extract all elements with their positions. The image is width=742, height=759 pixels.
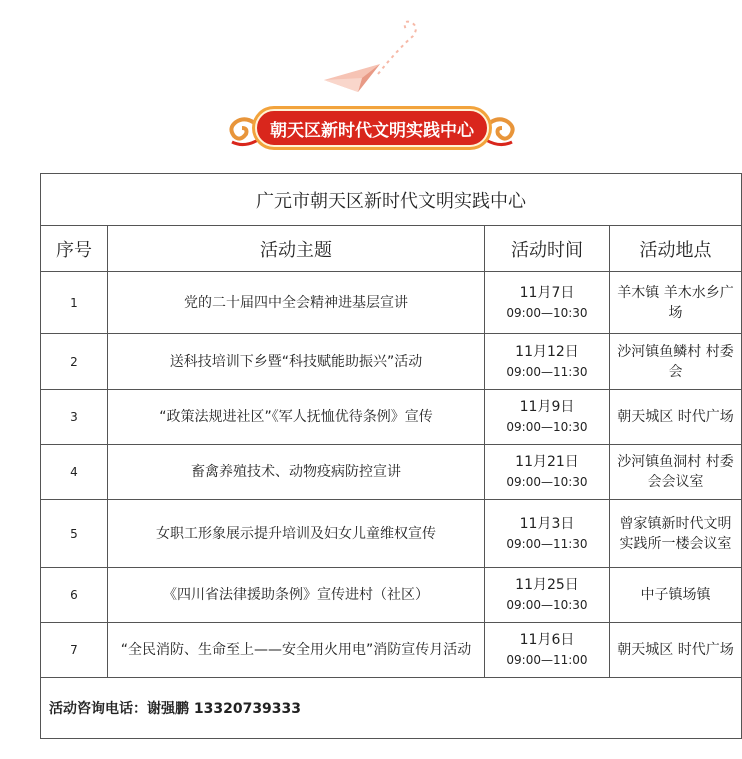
table-header-row: [41, 226, 742, 272]
header-theme: 活动主题: [108, 226, 485, 272]
row-date: 11月21日: [515, 454, 579, 470]
row-date: 11月25日: [515, 577, 579, 593]
table-row: [41, 500, 742, 568]
row-place: 沙河镇鱼鳞村 村委会: [610, 334, 742, 390]
row-time: [485, 500, 610, 568]
row-time: [485, 445, 610, 500]
header-no: 序号: [41, 226, 108, 272]
table-row: [41, 445, 742, 500]
banner-title: 朝天区新时代文明实践中心: [255, 109, 489, 147]
row-date: 11月6日: [519, 632, 575, 648]
row-time: [485, 568, 610, 623]
header-place: 活动地点: [610, 226, 742, 272]
row-theme: 畜禽养殖技术、动物疫病防控宣讲: [108, 445, 485, 500]
row-number: 4: [41, 445, 108, 500]
row-hours: 09:00—11:30: [506, 364, 588, 379]
row-date: 11月12日: [515, 343, 579, 360]
row-place: 沙河镇鱼洞村 村委会会议室: [610, 445, 742, 500]
row-number: 1: [41, 272, 108, 334]
row-place: 朝天城区 时代广场: [610, 390, 742, 445]
table-row: [41, 272, 742, 334]
row-place: 羊木镇 羊木水乡广场: [610, 272, 742, 334]
row-date: 11月7日: [519, 284, 575, 301]
row-time: [485, 390, 610, 445]
row-number: 6: [41, 568, 108, 623]
row-hours: 09:00—10:30: [506, 305, 588, 320]
row-time: [485, 623, 610, 678]
paper-plane-icon: [318, 14, 428, 94]
row-number: 7: [41, 623, 108, 678]
row-theme: “政策法规进社区”《军人抚恤优待条例》宣传: [108, 390, 485, 445]
row-theme: 《四川省法律援助条例》宣传进村（社区）: [108, 568, 485, 623]
row-hours: 09:00—10:30: [506, 420, 588, 434]
row-theme: 女职工形象展示提升培训及妇女儿童维权宣传: [108, 500, 485, 568]
row-theme: 党的二十届四中全会精神进基层宣讲: [108, 272, 485, 334]
row-number: 5: [41, 500, 108, 568]
row-hours: 09:00—11:30: [506, 536, 588, 551]
row-place: 曾家镇新时代文明实践所一楼会议室: [610, 500, 742, 568]
row-place: 中子镇场镇: [610, 568, 742, 623]
row-number: 2: [41, 334, 108, 390]
table-row: [41, 623, 742, 678]
table-row: [41, 390, 742, 445]
row-time: [485, 334, 610, 390]
row-number: 3: [41, 390, 108, 445]
table-row: [41, 568, 742, 623]
row-theme: “全民消防、生命至上——安全用火用电”消防宣传月活动: [108, 623, 485, 678]
row-hours: 09:00—10:30: [506, 598, 588, 612]
row-place: 朝天城区 时代广场: [610, 623, 742, 678]
table-footer-row: [41, 678, 742, 739]
row-date: 11月9日: [519, 399, 575, 415]
row-theme: 送科技培训下乡暨“科技赋能助振兴”活动: [108, 334, 485, 390]
row-date: 11月3日: [519, 515, 575, 532]
header-time: 活动时间: [485, 226, 610, 272]
row-hours: 09:00—10:30: [506, 475, 588, 489]
table-title-row: [41, 174, 742, 226]
table-row: [41, 334, 742, 390]
table-title: 广元市朝天区新时代文明实践中心: [41, 174, 742, 226]
section-banner: [222, 104, 522, 154]
row-time: [485, 272, 610, 334]
contact-info: 活动咨询电话：谢强鹏 13320739333: [41, 678, 742, 739]
row-hours: 09:00—11:00: [506, 653, 588, 667]
activity-schedule-table: [40, 173, 742, 739]
